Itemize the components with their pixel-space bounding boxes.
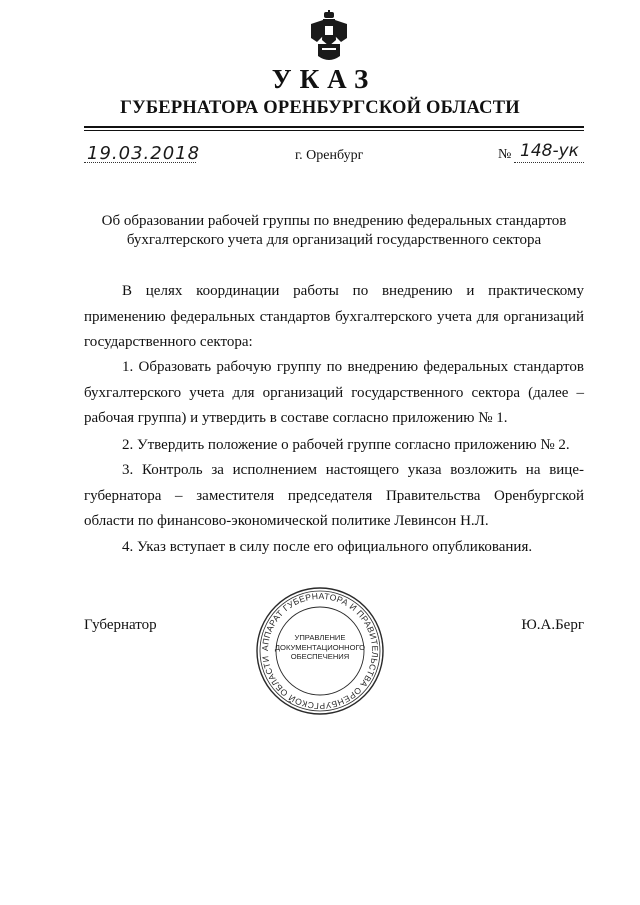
seal-center-line-1: УПРАВЛЕНИЕ — [294, 633, 346, 642]
item-4-paragraph: 4. Указ вступает в силу после его официального опубликования. — [122, 539, 533, 555]
document-subject — [84, 212, 584, 250]
number-underline — [514, 162, 584, 163]
date-underline — [84, 162, 196, 163]
number-label: № — [498, 147, 512, 162]
item-2-paragraph: 2. Утвердить положение о рабочей группе согласно приложению № 2. — [122, 437, 570, 453]
header-divider-thin — [84, 130, 584, 131]
document-type-title: УКАЗ — [271, 64, 377, 94]
item-1-paragraph: 1. Образовать рабочую группу по внедрению федеральных стандартов бухгалтерского учета для организаций государственного сектора (далее – рабочая группа) и утвердить в составе согласно приложению № 1. — [84, 359, 584, 426]
signatory-name: Ю.А.Берг — [521, 617, 584, 633]
header-divider-thick — [84, 126, 584, 128]
seal-center-line-2: ДОКУМЕНТАЦИОННОГО — [274, 642, 366, 652]
subject-line-1: Об образовании рабочей группы по внедрению федеральных стандартов — [101, 213, 567, 229]
subject-line-2: бухгалтерского учета для организаций государственного сектора — [126, 232, 542, 248]
document-number: 148-ук — [520, 141, 579, 161]
signatory-position: Губернатор — [84, 617, 157, 633]
issuer-title: ГУБЕРНАТОРА ОРЕНБУРГСКОЙ ОБЛАСТИ — [120, 98, 520, 118]
item-3-paragraph: 3. Контроль за исполнением настоящего указа возложить на вице-губернатора – заместителя председателя Правительства Оренбургской области по финансово-экономической политике Левинсон Н.Л. — [84, 462, 584, 529]
document-date: 19.03.2018 — [87, 143, 201, 164]
seal-ring-text: АППАРАТ ГУБЕРНАТОРА И ПРАВИТЕЛЬСТВА ОРЕНБУРГСКОЙ ОБЛАСТИ — [259, 590, 381, 712]
seal-center-text — [255, 633, 385, 662]
document-city: г. Оренбург — [295, 148, 364, 163]
preamble-paragraph: В целях координации работы по внедрению и практическому применению федеральных стандартов бухгалтерского учета для организаций государственного сектора: — [84, 283, 584, 350]
seal-center-line-3: ОБЕСПЕЧЕНИЯ — [290, 652, 350, 662]
coat-of-arms-icon — [309, 10, 349, 64]
